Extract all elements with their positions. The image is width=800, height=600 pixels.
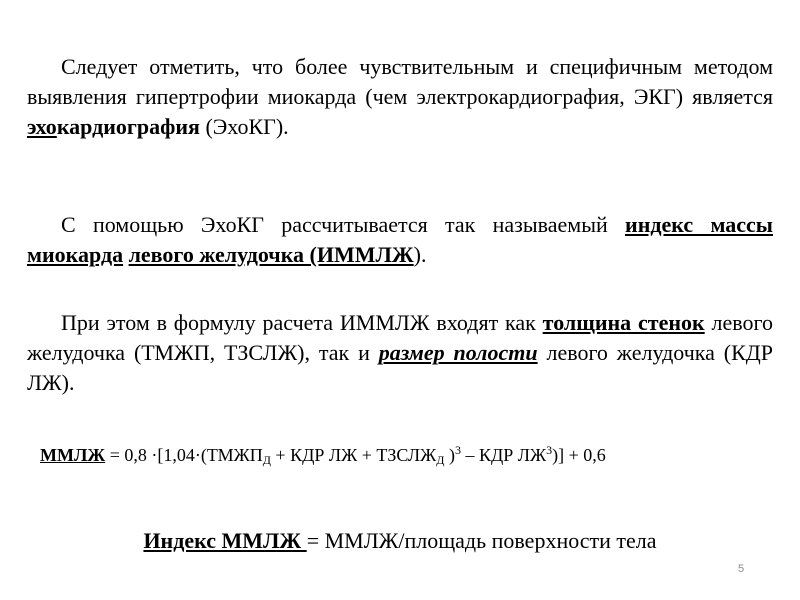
p1-text: Следует отметить, что более чувствительным и специфичным методом выявления гипертрофии миокарда (чем электрокардиография, ЭКГ) является bbox=[27, 54, 773, 109]
term-echo-rest: кардиография bbox=[56, 114, 200, 139]
paragraph-formula-components bbox=[27, 308, 773, 398]
term-cavity-size: размер полости bbox=[378, 340, 538, 365]
page-number: 5 bbox=[738, 563, 745, 575]
p3-text-end: левого желудочка (КДР ЛЖ). bbox=[27, 340, 773, 395]
term-echo-underlined: эхо bbox=[27, 114, 57, 139]
term-mass-index: индекс массы миокарда bbox=[27, 212, 773, 267]
paragraph-echocardiography bbox=[27, 52, 773, 142]
p2-text-end: ). bbox=[413, 242, 427, 267]
formula-lhs: ММЛЖ bbox=[40, 445, 106, 465]
mmlzh-formula: ММЛЖ = $0,8 \cdot[1,04\cdot(ТМЖП_Д$ + КДР ЛЖ + $ТЗСЛЖ_Д$ )$^3$ – КДР $ЛЖ^3)] + 0,6$ bbox=[40, 443, 606, 467]
p3-text: При этом в формулу расчета ИММЛЖ входят как bbox=[61, 310, 543, 335]
index-label: Индекс ММЛЖ bbox=[143, 528, 307, 553]
term-left-ventricle: левого желудочка (ИММЛЖ bbox=[128, 242, 414, 267]
p3-text-mid: левого желудочка (ТМЖП, ТЗСЛЖ), так и bbox=[27, 310, 773, 365]
p1-text-end: (ЭхоКГ). bbox=[199, 114, 289, 139]
paragraph-index-lv-mass bbox=[27, 210, 773, 270]
term-echocardiography bbox=[27, 114, 200, 139]
p2-text: С помощью ЭхоКГ рассчитывается так называемый bbox=[61, 212, 626, 237]
term-wall-thickness: толщина стенок bbox=[542, 310, 705, 335]
index-definition-text: = ММЛЖ/площадь поверхности тела bbox=[306, 528, 657, 553]
index-definition bbox=[0, 526, 800, 556]
